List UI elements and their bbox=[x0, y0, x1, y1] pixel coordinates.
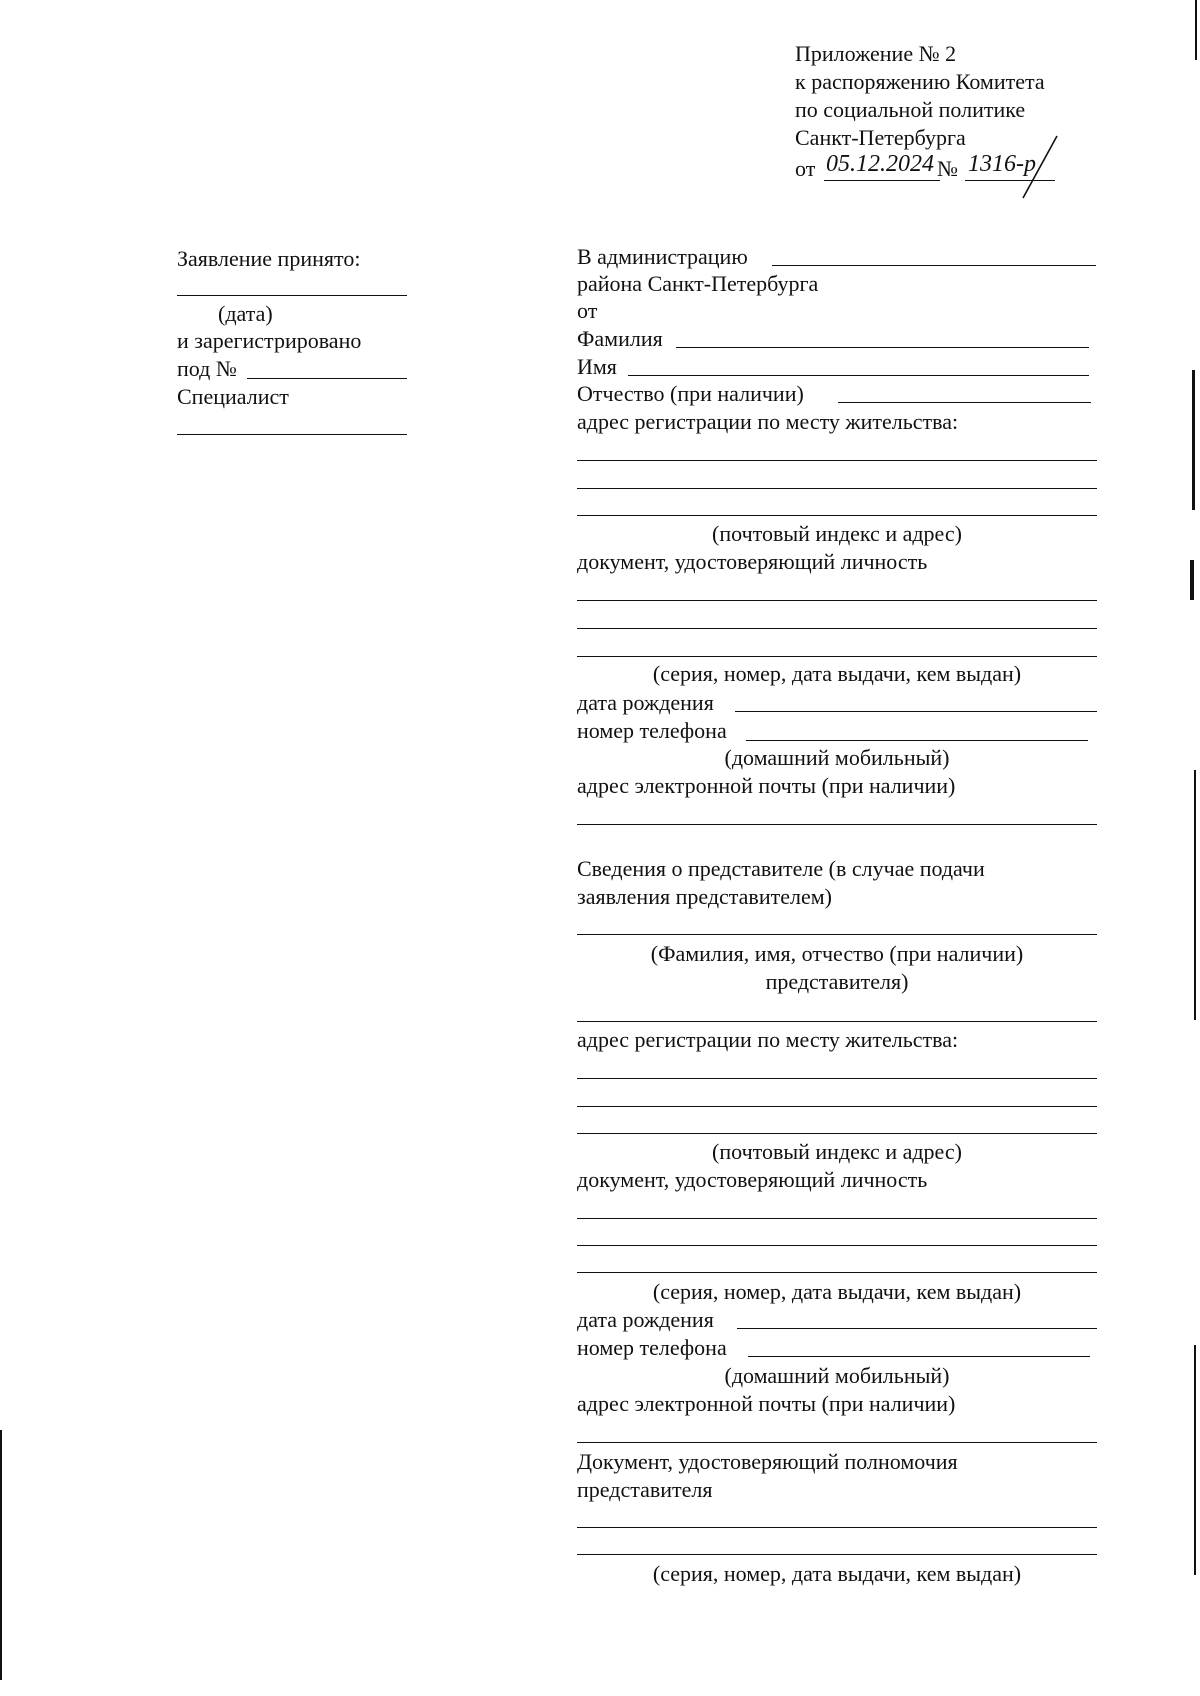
date-caption: (дата) bbox=[218, 301, 273, 326]
administration-field[interactable] bbox=[772, 265, 1096, 266]
representative-phone-field[interactable] bbox=[748, 1356, 1090, 1357]
reg-address-label: адрес регистрации по месту жительства: bbox=[577, 409, 959, 434]
birth-date-field[interactable] bbox=[735, 711, 1097, 712]
representative-fio-caption-2: представителя) bbox=[765, 969, 909, 994]
scan-edge-mark bbox=[0, 1430, 2, 1680]
id-doc-label: документ, удостоверяющий личность bbox=[577, 549, 928, 574]
representative-reg-address-field-2[interactable] bbox=[577, 1106, 1097, 1107]
scan-edge-mark bbox=[1194, 1345, 1196, 1575]
representative-postal-caption: (почтовый индекс и адрес) bbox=[712, 1139, 962, 1164]
header-date-handwritten: 05.12.2024 bbox=[826, 151, 934, 177]
specialist-signature-line bbox=[177, 434, 407, 435]
phone-label: номер телефона bbox=[577, 718, 727, 743]
from-label: от bbox=[577, 298, 598, 323]
registered-label: и зарегистрировано bbox=[177, 328, 362, 353]
registration-number-line bbox=[247, 378, 407, 379]
header-line-1: Приложение № 2 bbox=[795, 41, 957, 66]
authority-field-2[interactable] bbox=[577, 1554, 1097, 1555]
representative-fio-field-2[interactable] bbox=[577, 1021, 1097, 1022]
postal-caption: (почтовый индекс и адрес) bbox=[712, 521, 962, 546]
doc-caption: (серия, номер, дата выдачи, кем выдан) bbox=[652, 661, 1022, 686]
representative-id-doc-field-2[interactable] bbox=[577, 1245, 1097, 1246]
accepted-label: Заявление принято: bbox=[177, 246, 361, 271]
representative-phone-caption: (домашний мобильный) bbox=[724, 1363, 950, 1388]
scan-edge-mark bbox=[1192, 370, 1195, 510]
district-label: района Санкт-Петербурга bbox=[577, 271, 819, 296]
name-field[interactable] bbox=[628, 375, 1089, 376]
email-label: адрес электронной почты (при наличии) bbox=[577, 773, 956, 798]
representative-reg-address-field-1[interactable] bbox=[577, 1078, 1097, 1079]
scan-edge-mark bbox=[1194, 770, 1196, 1020]
patronymic-field[interactable] bbox=[838, 402, 1091, 403]
reg-address-field-1[interactable] bbox=[577, 460, 1097, 461]
representative-fio-caption-1: (Фамилия, имя, отчество (при наличии) bbox=[650, 941, 1024, 966]
representative-id-doc-field-3[interactable] bbox=[577, 1272, 1097, 1273]
header-line-2: к распоряжению Комитета bbox=[795, 69, 1045, 94]
representative-birth-date-label: дата рождения bbox=[577, 1307, 714, 1332]
representative-email-field[interactable] bbox=[577, 1442, 1097, 1443]
header-line-3: по социальной политике bbox=[795, 97, 1026, 122]
id-doc-field-2[interactable] bbox=[577, 628, 1097, 629]
patronymic-label: Отчество (при наличии) bbox=[577, 381, 804, 406]
authority-label-2: представителя bbox=[577, 1477, 713, 1502]
birth-date-label: дата рождения bbox=[577, 690, 714, 715]
header-number-prefix: № bbox=[937, 156, 958, 181]
accepted-date-line bbox=[177, 295, 407, 296]
surname-field[interactable] bbox=[676, 347, 1089, 348]
under-number-label: под № bbox=[177, 356, 237, 381]
handwritten-slash bbox=[1015, 132, 1065, 202]
representative-doc-caption: (серия, номер, дата выдачи, кем выдан) bbox=[652, 1279, 1022, 1304]
representative-id-doc-field-1[interactable] bbox=[577, 1218, 1097, 1219]
representative-reg-address-label: адрес регистрации по месту жительства: bbox=[577, 1027, 959, 1052]
email-field[interactable] bbox=[577, 824, 1097, 825]
header-line-4: Санкт-Петербурга bbox=[795, 125, 966, 150]
scan-edge-mark bbox=[1190, 560, 1194, 600]
header-from-prefix: от bbox=[795, 156, 816, 181]
authority-label-1: Документ, удостоверяющий полномочия bbox=[577, 1449, 958, 1474]
scan-edge-mark bbox=[1195, 0, 1197, 60]
id-doc-field-3[interactable] bbox=[577, 656, 1097, 657]
specialist-label: Специалист bbox=[177, 384, 289, 409]
representative-phone-label: номер телефона bbox=[577, 1335, 727, 1360]
representative-fio-field[interactable] bbox=[577, 934, 1097, 935]
representative-info-line-1: Сведения о представителе (в случае подачи bbox=[577, 856, 985, 881]
authority-field-1[interactable] bbox=[577, 1527, 1097, 1528]
phone-caption: (домашний мобильный) bbox=[724, 745, 950, 770]
id-doc-field-1[interactable] bbox=[577, 600, 1097, 601]
header-number-handwritten: 1316-р bbox=[968, 151, 1036, 177]
reg-address-field-3[interactable] bbox=[577, 515, 1097, 516]
administration-label: В администрацию bbox=[577, 244, 748, 269]
representative-email-label: адрес электронной почты (при наличии) bbox=[577, 1391, 956, 1416]
authority-caption: (серия, номер, дата выдачи, кем выдан) bbox=[652, 1561, 1022, 1586]
representative-info-line-2: заявления представителем) bbox=[577, 884, 832, 909]
surname-label: Фамилия bbox=[577, 326, 663, 351]
header-date-underline bbox=[824, 180, 940, 181]
name-label: Имя bbox=[577, 354, 617, 379]
representative-birth-date-field[interactable] bbox=[737, 1328, 1097, 1329]
representative-reg-address-field-3[interactable] bbox=[577, 1133, 1097, 1134]
phone-field[interactable] bbox=[746, 740, 1088, 741]
representative-id-doc-label: документ, удостоверяющий личность bbox=[577, 1167, 928, 1192]
reg-address-field-2[interactable] bbox=[577, 488, 1097, 489]
